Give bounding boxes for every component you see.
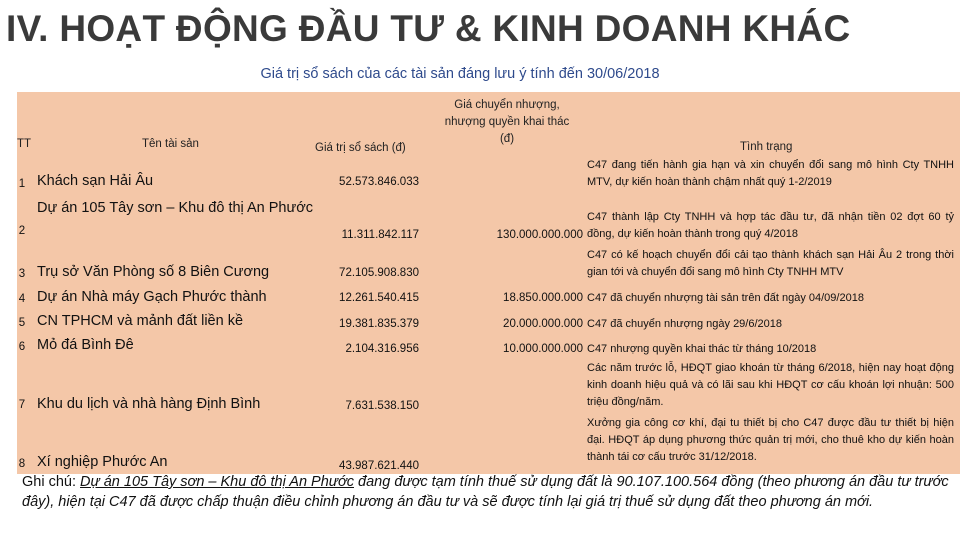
header-transfer-line3: (đ) [499, 133, 515, 145]
row-4-name: Dự án Nhà máy Gạch Phước thành [37, 289, 267, 305]
header-transfer-line2: nhượng quyền khai thác [444, 116, 570, 128]
row-7-name: Khu du lịch và nhà hàng Định Bình [37, 396, 261, 412]
row-6-name: Mỏ đá Bình Đê [37, 337, 134, 353]
header-transfer-line1: Giá chuyển nhượng, [454, 99, 560, 111]
row-4-book-value: 12.261.540.415 [339, 292, 419, 304]
row-4-transfer-value: 18.850.000.000 [503, 292, 583, 304]
footnote-text: đang được tạm tính thuế sử dụng đất là 90.107.100.564 đồng (theo phương án đầu tư trước đây), hiện tại C47 đã được chấp thuận điều chỉnh phương án đầu tư và sẽ được tính lại giá trị thuế sử dụng đất theo phương án mới. [22, 474, 949, 510]
row-7-book-value: 7.631.538.150 [345, 400, 419, 412]
row-3-name: Trụ sở Văn Phòng số 8 Biên Cương [37, 264, 270, 280]
row-4-tt: 4 [18, 293, 26, 305]
row-2-book-value: 11.311.842.117 [341, 229, 419, 241]
row-3-status: C47 có kế hoạch chuyển đổi cải tạo thành khách sạn Hải Âu 2 trong thời gian tới và chuyển đổi sang mô hình Cty TNHH MTV [587, 249, 954, 278]
row-3-tt: 3 [18, 268, 26, 280]
assets-table [17, 92, 960, 474]
footnote [22, 472, 952, 512]
row-8-status: Xưởng gia công cơ khí, đại tu thiết bị cho C47 được đầu tư thiết bị hiện đại. HĐQT áp dụng phương thức quản trị mới, cho thuê kho dự kiến hoàn thành tái cơ cấu trước 31/12/2018. [587, 417, 954, 463]
row-5-name: CN TPHCM và mảnh đất liền kề [37, 313, 244, 329]
footnote-highlight: Dự án 105 Tây sơn – Khu đô thị An Phước [80, 474, 354, 490]
row-7-status: Các năm trước lỗ, HĐQT giao khoán từ tháng 6/2018, hiện nay hoạt động kinh doanh hiệu quả và có lãi sau khi HĐQT cơ cấu khoán lợi nhuận: 500 triệu đồng/năm. [587, 362, 954, 408]
row-2-status: C47 thành lập Cty TNHH và hợp tác đầu tư, đã nhận tiền 02 đợt 60 tỷ đồng, dự kiến hoàn thành trong quý 4/2018 [587, 211, 954, 240]
row-6-status: C47 nhượng quyền khai thác từ tháng 10/2018 [587, 343, 817, 355]
row-1-book-value: 52.573.846.033 [339, 176, 419, 188]
page-title: IV. HOẠT ĐỘNG ĐẦU TƯ & KINH DOANH KHÁC [6, 8, 851, 49]
row-8-book-value: 43.987.621.440 [339, 460, 419, 472]
header-status: Tình trạng [740, 141, 793, 153]
row-6-book-value: 2.104.316.956 [345, 343, 419, 355]
row-5-transfer-value: 20.000.000.000 [503, 318, 583, 330]
header-transfer-value [422, 97, 592, 148]
row-5-book-value: 19.381.835.379 [339, 318, 419, 330]
row-8-tt: 8 [18, 458, 26, 470]
row-6-tt: 6 [18, 341, 26, 353]
row-3-book-value: 72.105.908.830 [339, 267, 419, 279]
row-2-tt: 2 [18, 225, 26, 237]
row-7-tt: 7 [18, 399, 26, 411]
row-5-status: C47 đã chuyển nhượng ngày 29/6/2018 [587, 318, 783, 330]
footnote-prefix: Ghi chú: [22, 474, 81, 490]
row-2-name: Dự án 105 Tây sơn – Khu đô thị An Phước [37, 200, 313, 216]
header-name: Tên tài sản [142, 138, 199, 150]
row-1-name: Khách sạn Hải Âu [37, 173, 154, 189]
row-6-transfer-value: 10.000.000.000 [503, 343, 583, 355]
page-subtitle: Giá trị sổ sách của các tài sản đáng lưu ý tính đến 30/06/2018 [260, 66, 660, 82]
header-book-value: Giá trị sổ sách (đ) [315, 142, 406, 154]
header-tt: TT [17, 138, 32, 150]
row-2-transfer-value: 130.000.000.000 [496, 229, 583, 241]
row-1-tt: 1 [18, 178, 26, 190]
row-4-status: C47 đã chuyển nhượng tài sản trên đất ngày 04/09/2018 [587, 292, 864, 304]
row-5-tt: 5 [18, 317, 26, 329]
row-1-status: C47 đang tiến hành gia hạn và xin chuyển đổi sang mô hình Cty TNHH MTV, dự kiến hoàn thành chậm nhất quý 1-2/2019 [587, 159, 954, 188]
row-8-name: Xí nghiệp Phước An [37, 454, 168, 470]
